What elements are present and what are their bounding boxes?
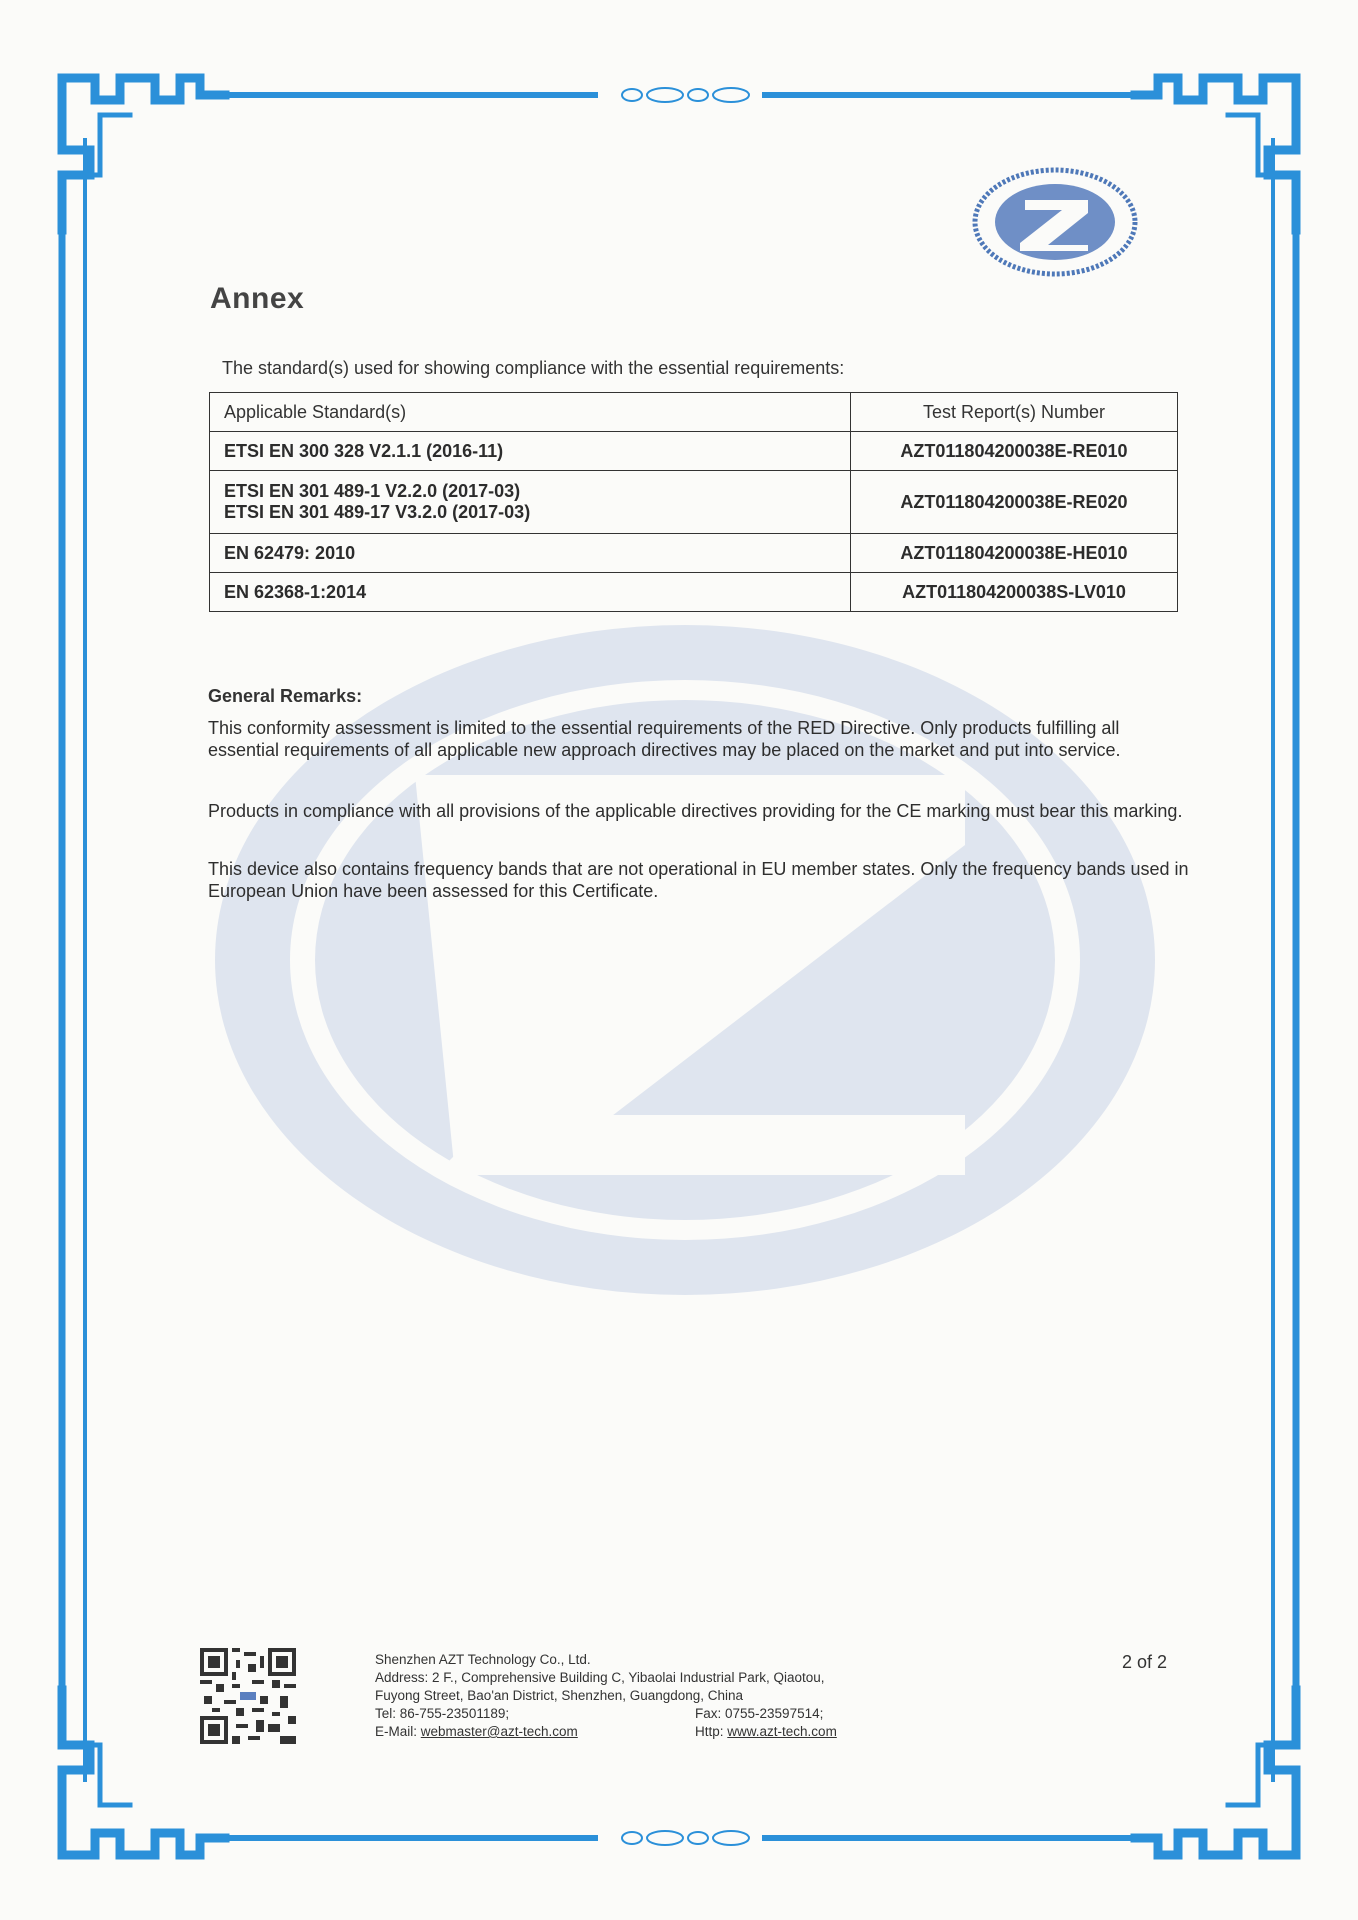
- remark-paragraph: Products in compliance with all provisions of the applicable directives providing for the CE marking must bear this marking.: [208, 801, 1183, 821]
- company-footer: [375, 1651, 837, 1741]
- remark-paragraph: This conformity assessment is limited to the essential requirements of the RED Directive. Only products fulfilling all essential requirements of all applicable new approach directives may be placed on the market and put into service.: [208, 718, 1121, 760]
- company-address-line1: Address: 2 F., Comprehensive Building C, Yibaolai Industrial Park, Qiaotou,: [375, 1670, 825, 1685]
- standards-table: [209, 392, 1178, 612]
- company-name: Shenzhen AZT Technology Co., Ltd.: [375, 1652, 591, 1667]
- standard-text: EN 62479: 2010: [224, 542, 356, 563]
- standard-text: ETSI EN 301 489-17 V3.2.0 (2017-03): [224, 502, 531, 522]
- standard-text: ETSI EN 301 489-1 V2.2.0 (2017-03): [224, 481, 521, 501]
- standards-intro: The standard(s) used for showing compliance with the essential requirements:: [222, 358, 845, 378]
- table-row: [210, 471, 1178, 534]
- table-row: [210, 432, 1178, 471]
- remark-paragraph: This device also contains frequency bands that are not operational in EU member states. Only the frequency bands used in European Union have been assessed for this Certificate.: [208, 859, 1189, 901]
- telephone: Tel: 86-755-23501189;: [375, 1706, 510, 1721]
- qr-code-icon: [200, 1648, 296, 1744]
- contact-row-phone: [375, 1705, 824, 1723]
- standard-text: ETSI EN 300 328 V2.1.1 (2016-11): [224, 440, 504, 461]
- page-number: 2 of 2: [1122, 1652, 1168, 1672]
- azt-logo-icon: [970, 165, 1140, 280]
- table-header-row: [210, 393, 1178, 432]
- fax: Fax: 0755-23597514;: [695, 1706, 824, 1721]
- email-label: E-Mail:: [375, 1724, 418, 1739]
- table-row: [210, 534, 1178, 573]
- website-row: [695, 1723, 837, 1741]
- page-title: Annex: [210, 282, 305, 315]
- http-label: Http:: [695, 1724, 724, 1739]
- email-link[interactable]: webmaster@azt-tech.com: [420, 1724, 578, 1739]
- standard-cell: [210, 534, 851, 573]
- report-number-cell: AZT011804200038E-HE010: [851, 534, 1178, 573]
- website-link[interactable]: www.azt-tech.com: [727, 1724, 837, 1739]
- report-number-cell: AZT011804200038S-LV010: [851, 573, 1178, 612]
- company-address-line2: Fuyong Street, Bao'an District, Shenzhen, Guangdong, China: [375, 1688, 744, 1703]
- report-number-cell: AZT011804200038E-RE010: [851, 432, 1178, 471]
- header-applicable-standards: Applicable Standard(s): [210, 393, 851, 432]
- standard-cell: [210, 573, 851, 612]
- header-test-report-number: Test Report(s) Number: [851, 393, 1178, 432]
- contact-row-web: [375, 1723, 837, 1741]
- general-remarks-heading: General Remarks:: [208, 686, 363, 706]
- standard-text: EN 62368-1:2014: [224, 581, 367, 602]
- standard-cell: [210, 432, 851, 471]
- standard-cell: [210, 471, 851, 534]
- report-number-cell: AZT011804200038E-RE020: [851, 471, 1178, 534]
- table-row: [210, 573, 1178, 612]
